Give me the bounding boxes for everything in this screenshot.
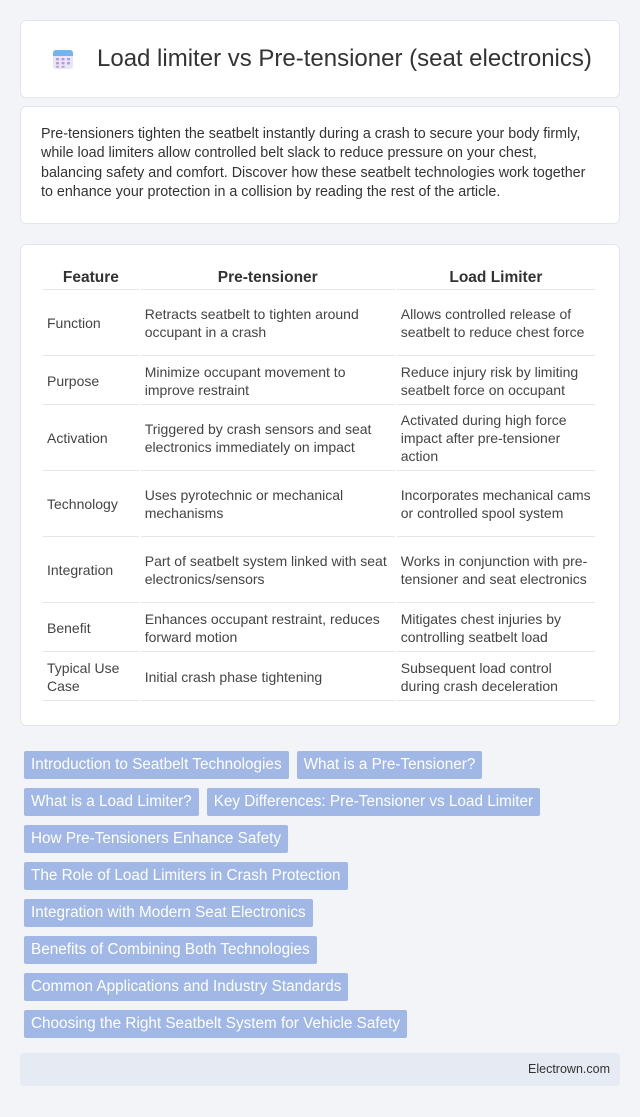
intro-paragraph: Pre-tensioners tighten the seatbelt instantly during a crash to secure your body firmly, while load limiters allow controlled belt slack to reduce pressure on your chest, balancing safety and comfort. Discover how these seatbelt technologies work together to enhance your protection in a collision by reading the rest of the article. <box>41 126 586 201</box>
link-row <box>24 862 614 890</box>
footer <box>20 1053 620 1086</box>
table-row <box>43 653 595 701</box>
link-pre-tensioners-safety[interactable]: How Pre-Tensioners Enhance Safety <box>24 825 288 853</box>
table-cell-load-limiter: Reduce injury risk by limiting seatbelt force on occupant <box>397 357 595 405</box>
table-cell-feature: Activation <box>43 406 139 471</box>
intro-card <box>20 106 620 224</box>
link-row <box>24 825 614 853</box>
table-cell-pre-tensioner: Minimize occupant movement to improve restraint <box>141 357 395 405</box>
topic-links <box>24 751 614 1047</box>
link-benefits-combining[interactable]: Benefits of Combining Both Technologies <box>24 936 317 964</box>
table-cell-feature: Purpose <box>43 357 139 405</box>
link-what-is-pre-tensioner[interactable]: What is a Pre-Tensioner? <box>297 751 483 779</box>
table-cell-load-limiter: Activated during high force impact after pre-tensioner action <box>397 406 595 471</box>
column-header-load-limiter: Load Limiter <box>397 266 595 290</box>
link-integration-seat-electronics[interactable]: Integration with Modern Seat Electronics <box>24 899 313 927</box>
link-key-differences[interactable]: Key Differences: Pre-Tensioner vs Load Limiter <box>207 788 540 816</box>
table-cell-feature: Typical Use Case <box>43 653 139 701</box>
link-row <box>24 1010 614 1038</box>
table-cell-pre-tensioner: Triggered by crash sensors and seat electronics immediately on impact <box>141 406 395 471</box>
link-what-is-load-limiter[interactable]: What is a Load Limiter? <box>24 788 199 816</box>
link-row <box>24 751 614 779</box>
link-applications-standards[interactable]: Common Applications and Industry Standards <box>24 973 348 1001</box>
link-row <box>24 788 614 816</box>
comparison-table <box>41 265 597 702</box>
calendar-icon <box>51 47 75 71</box>
table-cell-load-limiter: Allows controlled release of seatbelt to reduce chest force <box>397 291 595 356</box>
table-cell-feature: Function <box>43 291 139 356</box>
table-cell-feature: Integration <box>43 538 139 603</box>
header-card <box>20 20 620 98</box>
link-row <box>24 936 614 964</box>
link-row <box>24 973 614 1001</box>
page-title: Load limiter vs Pre-tensioner (seat electronics) <box>97 45 592 72</box>
table-header-row <box>43 266 595 290</box>
table-cell-feature: Technology <box>43 472 139 537</box>
link-row <box>24 899 614 927</box>
table-cell-load-limiter: Subsequent load control during crash deceleration <box>397 653 595 701</box>
table-row <box>43 538 595 603</box>
table-row <box>43 406 595 471</box>
table-cell-load-limiter: Works in conjunction with pre-tensioner and seat electronics <box>397 538 595 603</box>
table-cell-pre-tensioner: Retracts seatbelt to tighten around occupant in a crash <box>141 291 395 356</box>
link-load-limiters-role[interactable]: The Role of Load Limiters in Crash Protection <box>24 862 348 890</box>
link-choosing-seatbelt-system[interactable]: Choosing the Right Seatbelt System for Vehicle Safety <box>24 1010 407 1038</box>
table-cell-pre-tensioner: Enhances occupant restraint, reduces forward motion <box>141 604 395 652</box>
table-cell-load-limiter: Incorporates mechanical cams or controlled spool system <box>397 472 595 537</box>
table-row <box>43 472 595 537</box>
table-cell-load-limiter: Mitigates chest injuries by controlling seatbelt load <box>397 604 595 652</box>
column-header-pre-tensioner: Pre-tensioner <box>141 266 395 290</box>
table-row <box>43 357 595 405</box>
footer-site-name: Electrown.com <box>528 1062 610 1076</box>
table-cell-pre-tensioner: Part of seatbelt system linked with seat electronics/sensors <box>141 538 395 603</box>
table-cell-pre-tensioner: Uses pyrotechnic or mechanical mechanisms <box>141 472 395 537</box>
link-introduction-seatbelt-technologies[interactable]: Introduction to Seatbelt Technologies <box>24 751 289 779</box>
column-header-feature: Feature <box>43 266 139 290</box>
table-row <box>43 291 595 356</box>
table-cell-pre-tensioner: Initial crash phase tightening <box>141 653 395 701</box>
table-row <box>43 604 595 652</box>
comparison-table-card <box>20 244 620 726</box>
table-cell-feature: Benefit <box>43 604 139 652</box>
